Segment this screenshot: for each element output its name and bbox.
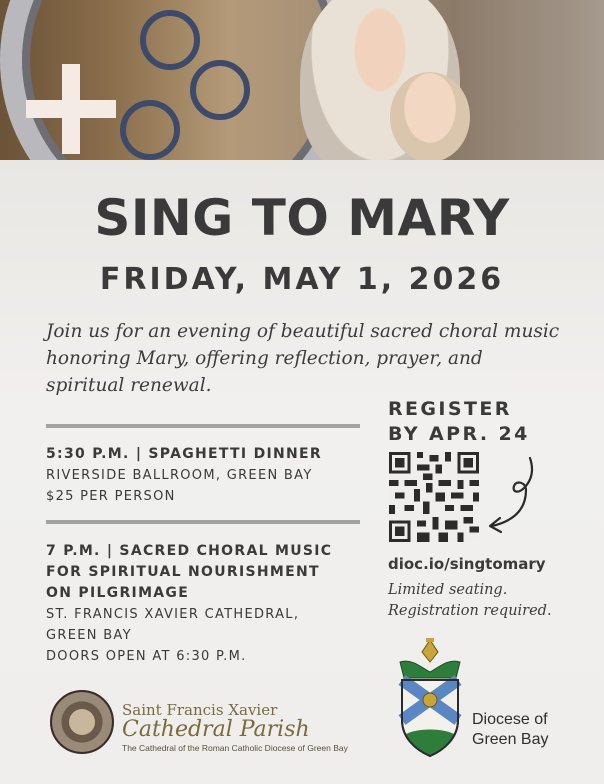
event-intro: Join us for an evening of beautiful sacred choral music honoring Mary, offering reflection, prayer, and spiritual renewal. [46, 321, 560, 396]
curved-arrow-icon [482, 454, 552, 538]
diocese-crest-icon [392, 638, 468, 762]
schedule-heading: 7 P.M. | SACRED CHORAL MUSIC [46, 543, 333, 559]
register-line: BY APR. 24 [388, 423, 530, 445]
schedule-heading: FOR SPIRITUAL NOURISHMENT [46, 564, 320, 580]
registration-note [388, 580, 588, 622]
child-statue [390, 72, 470, 160]
schedule-dinner [46, 444, 376, 507]
diocese-name-line: Diocese of [472, 711, 548, 728]
schedule-line: DOORS OPEN AT 6:30 P.M. [46, 649, 247, 664]
qr-code-icon[interactable] [389, 452, 479, 542]
schedule-heading: ON PILGRIMAGE [46, 585, 190, 601]
parish-logo-text [122, 702, 382, 754]
diocese-name [472, 710, 548, 750]
event-title: SING TO MARY [94, 189, 510, 247]
parish-name-line: Saint Francis Xavier [122, 701, 278, 719]
cross-icon [26, 64, 116, 154]
mosaic-tile [120, 100, 180, 160]
divider [46, 520, 360, 524]
register-heading [388, 397, 530, 447]
diocese-name-line: Green Bay [472, 731, 549, 748]
parish-name-line: Cathedral Parish [122, 717, 310, 742]
schedule-line: RIVERSIDE BALLROOM, GREEN BAY [46, 468, 313, 483]
schedule-line: $25 PER PERSON [46, 489, 176, 504]
note-line: Limited seating. [388, 582, 508, 598]
event-date: FRIDAY, MAY 1, 2026 [99, 262, 505, 297]
schedule-concert [46, 541, 376, 667]
parish-seal-icon [50, 690, 114, 754]
note-line: Registration required. [388, 603, 552, 619]
divider [46, 424, 360, 428]
parish-subtitle: The Cathedral of the Roman Catholic Diocese of Green Bay [122, 743, 348, 753]
registration-link[interactable]: dioc.io/singtomary [388, 555, 546, 573]
schedule-heading: 5:30 P.M. | SPAGHETTI DINNER [46, 446, 322, 462]
register-line: REGISTER [388, 398, 512, 420]
mosaic-tile [140, 10, 200, 70]
mosaic-tile [190, 60, 250, 120]
schedule-line: ST. FRANCIS XAVIER CATHEDRAL, [46, 607, 300, 622]
schedule-line: GREEN BAY [46, 628, 132, 643]
hero-photo [0, 0, 604, 160]
